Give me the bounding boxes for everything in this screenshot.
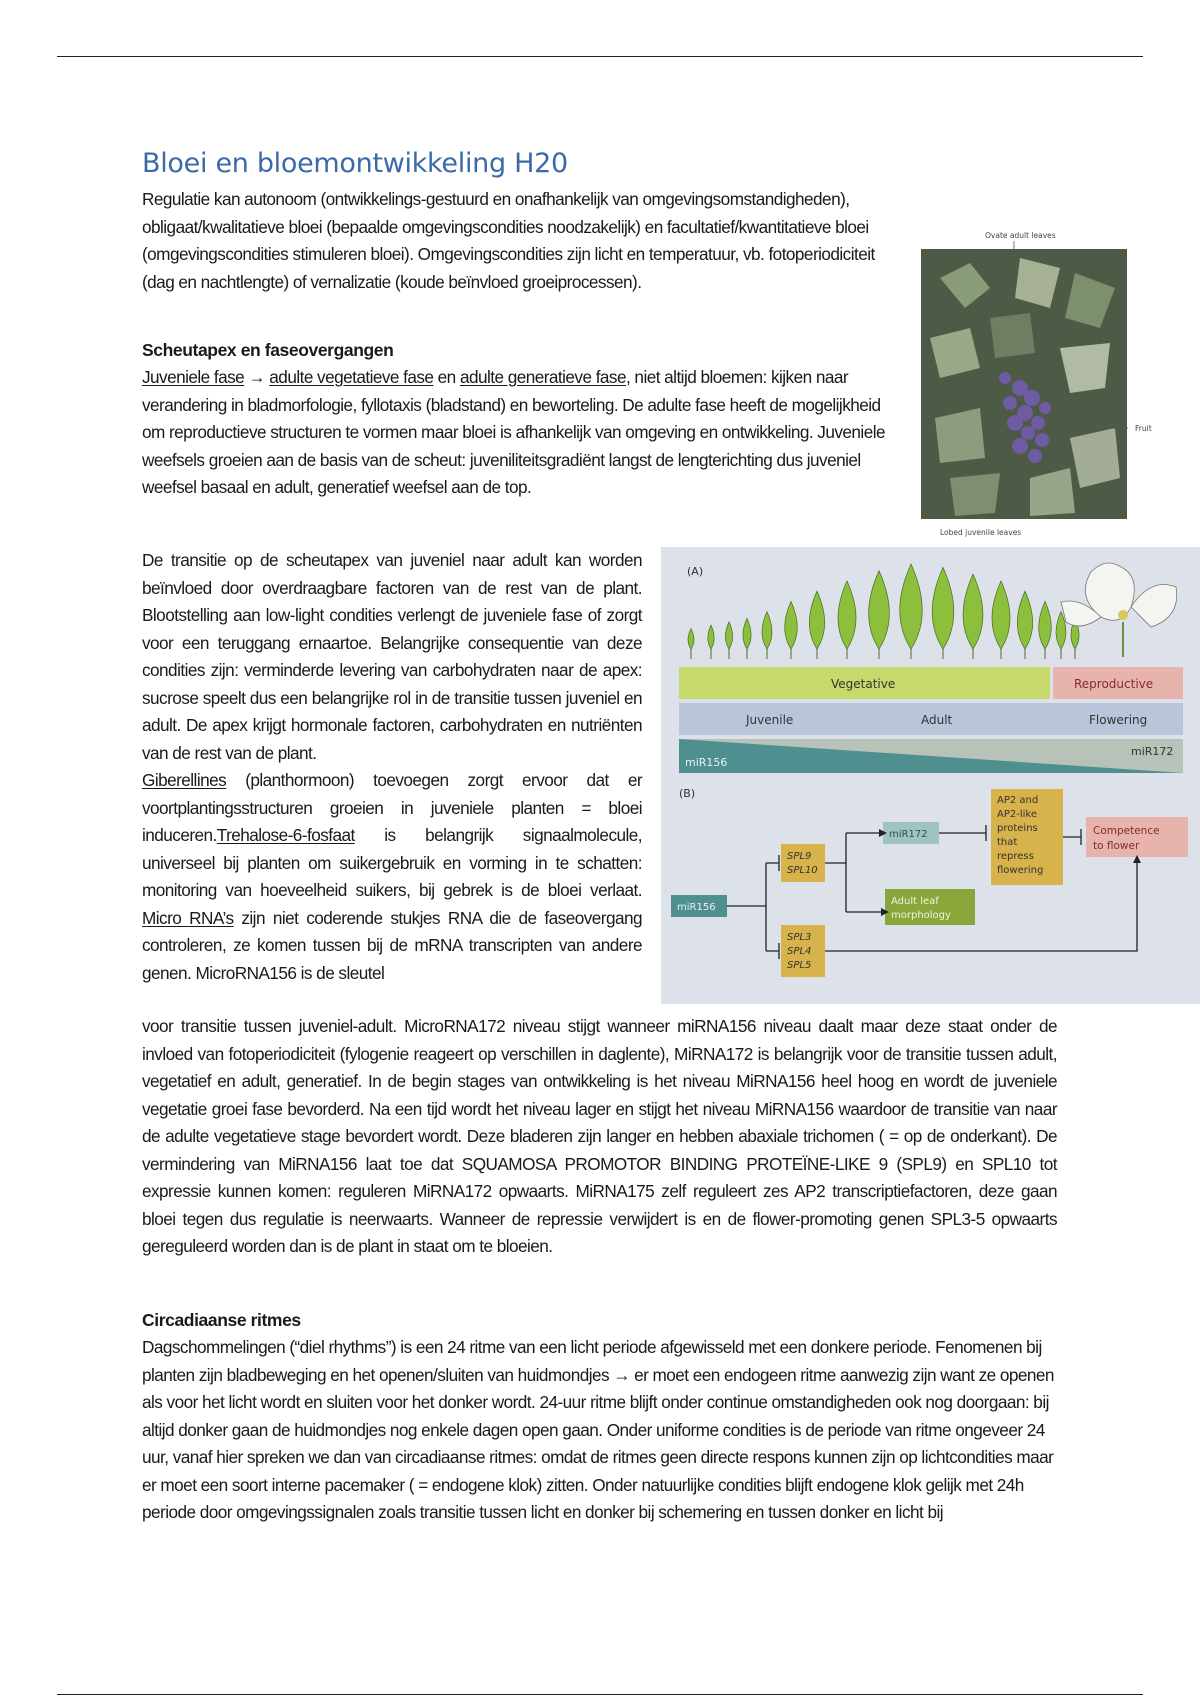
gib-text: (planthormoon) toevoegen zorgt ervoor dat er voortplantingsstructuren groeien in juveniele planten = bloei induceren. <box>142 770 642 845</box>
ap2-label-3: proteins <box>997 823 1038 834</box>
panel-b-label: (B) <box>679 787 696 800</box>
continuation-paragraph: voor transitie tussen juveniel-adult. MicroRNA172 niveau stijgt wanneer miRNA156 niveau daalt maar deze staat onder de invloed van fotoperiodiciteit (fylogenie reageert op verschillen in daglente), MiRNA172 is belangrijk voor de transitie tussen adult, vegetatief en adult, generatief. In de begin stages van ontwikkeling is het niveau MiRNA156 heel hoog en wordt de juveniele vegetatie groei fase bevorderd. Na een tijd wordt het niveau lager en stijgt het niveau MiRNA156 waardoor de transitie van naar de adulte vegetatieve stage bevordert wordt. Deze bladeren zijn langer en hebben abaxiale trichomen ( = op de onderkant). De vermindering van MiRNA156 laat toe dat SQUAMOSA PROMOTOR BINDING PROTEÏNE-LIKE 9 (SPL9) en SPL10 tot expressie kunnen komen: reguleren MiRNA172 opwaarts. MiRNA175 zelf reguleert zes AP2 transcriptiefactoren, deze gaan bloei tegen dus regulatie is neerwaarts. Wanneer de repressie verwijdert is en de flower-promoting genen SPL3-5 opwaarts gereguleerd worden dan is de plant in staat om te bloeien. <box>142 1016 1057 1256</box>
ivy-label-bottom: Lobed juvenile leaves <box>940 528 1022 537</box>
ivy-photo-figure <box>910 228 1170 538</box>
spl4-label: SPL4 <box>787 946 812 957</box>
section-scheutapex <box>142 337 902 502</box>
section-circadiaanse <box>142 1307 1057 1527</box>
ap2-label-2: AP2-like <box>997 809 1037 820</box>
spl5-label: SPL5 <box>787 960 812 971</box>
adult-label: Adult <box>921 713 953 727</box>
ap2-label-5: repress <box>997 851 1034 862</box>
panel-a-label: (A) <box>687 565 704 578</box>
ap2-label-4: that <box>997 837 1018 848</box>
flowering-label: Flowering <box>1089 713 1148 727</box>
section-paragraph: Dagschommelingen (“diel rhythms”) is een 24 ritme van een licht periode afgewisseld met een donkere periode. Fenomenen bij planten zijn bladbeweging en het openen/sluiten van huidmondjes → er moet een endogeen ritme aanwezig zijn want ze openen als voor het licht wordt en sluiten voor het donker wordt. 24-uur ritme blijft onder continue omstandigheden ook nog doorgaan: bij altijd donker gaan de huidmondjes nog enkele dagen open gaan. Onder uniforme condities is de periode van ritme ongeveer 24 uur, vanaf hier spreken we dan van circadiaanse ritmes: omdat de ritmes geen directe respons kunnen zijn op lichtcondities maar er moet een soort interne pacemaker ( = endogene klok) zitten. Onder natuurlijke condities blijft endogene klok gelijk met 24h periode door omgevingssignalen zoals transitie tussen licht en donker bij schemering en tussen donker en licht bij <box>142 1337 1054 1522</box>
page-title: Bloei en bloemontwikkeling H20 <box>142 148 568 179</box>
treh-text: is belangrijk signaalmolecule, universeel bij planten om suikergebruik en vorming in te schatten: monitoring van hoeveelheid suikers, bij gebrek is de bloei verlaat. <box>142 825 642 900</box>
ivy-label-top: Ovate adult leaves <box>985 231 1056 240</box>
adult-leaf-label-1: Adult leaf <box>891 896 939 907</box>
term-giberellines: Giberellines <box>142 770 227 790</box>
section-paragraph <box>142 364 902 502</box>
spl10-label: SPL10 <box>787 865 818 876</box>
mir156-label: miR156 <box>685 756 728 769</box>
top-rule <box>57 56 1143 57</box>
reproductive-label: Reproductive <box>1074 677 1154 691</box>
intro-paragraph: Regulatie kan autonoom (ontwikkelings-gestuurd en onafhankelijk van omgevingsomstandigheden), obligaat/kwalitatieve bloei (bepaalde omgevingscondities noodzakelijk) en facultatief/kwantitatieve bloei (omgevingscondities stimuleren bloei). Omgevingscondities zijn licht en temperatuur, vb. fotoperiodiciteit (dag en nachtlengte) of vernalizatie (koude beïnvloed groeiprocessen). <box>142 189 875 292</box>
transition-paragraph-1: De transitie op de scheutapex van juveniel naar adult kan worden beïnvloed door overdraagbare factoren van de rest van de plant. Blootstelling aan low-light condities verlengt de juveniele fase of zorgt voor een teruggang ernaartoe. Belangrijke consequentie van deze condities zijn: verminderde levering van carbohydraten naar de apex: sucrose speelt dus een belangrijke rol in de transitie tussen juveniel en adult. De apex krijgt hormonale factoren, carbohydraten en nutriënten van de rest van de plant. <box>142 550 642 763</box>
term-adult-gen-phase: adulte generatieve fase <box>459 367 626 387</box>
spl9-label: SPL9 <box>787 851 812 862</box>
ap2-label-6: flowering <box>997 865 1044 876</box>
term-adult-veg-phase: adulte vegetatieve fase <box>269 367 434 387</box>
transition-paragraph-2 <box>142 767 642 987</box>
adult-leaf-label-2: morphology <box>891 910 951 921</box>
connector: en <box>437 367 456 387</box>
juvenile-label: Juvenile <box>746 713 794 727</box>
transition-text <box>142 547 642 987</box>
section-heading: Circadiaanse ritmes <box>142 1310 301 1330</box>
term-micro-rna: Micro RNA’s <box>142 907 234 928</box>
term-trehalose: Trehalose-6-fosfaat <box>216 825 355 845</box>
term-juvenile-phase: Juveniele fase <box>142 367 245 387</box>
spl3-label: SPL3 <box>787 932 812 943</box>
arrow-icon: → <box>248 367 266 387</box>
competence-label-2: to flower <box>1093 840 1140 852</box>
mirna-text: zijn niet coderende stukjes RNA die de faseovergang controleren, ze komen tussen bij de mRNA transcripten van andere genen. MicroRNA156 is de sleutel <box>142 907 642 983</box>
bottom-rule <box>57 1694 1143 1695</box>
mir172-box-label: miR172 <box>889 829 928 840</box>
section-text: , niet altijd bloemen: kijken naar verandering in bladmorfologie, fyllotaxis (bladstand) en beworteling. De adulte fase heeft de mogelijkheid om reproductieve structuren te vormen maar bloei is afhankelijk van omgeving en ontwikkeling. Juveniele weefsels groeien aan de basis van de scheut: juveniliteitsgradiënt langst de lengterichting dus juveniel weefsel basaal en adult, generatief weefsel aan de top. <box>142 367 885 497</box>
ivy-label-right: Fruit <box>1135 424 1152 433</box>
vegetative-label: Vegetative <box>831 677 896 691</box>
ap2-label-1: AP2 and <box>997 795 1039 806</box>
spl9-10-box <box>781 844 825 882</box>
competence-label-1: Competence <box>1093 825 1160 837</box>
mir156-box-label: miR156 <box>677 902 716 913</box>
phase-change-figure <box>661 547 1200 1004</box>
mir172-gradient-label: miR172 <box>1131 745 1174 758</box>
section-heading: Scheutapex en faseovergangen <box>142 340 394 360</box>
